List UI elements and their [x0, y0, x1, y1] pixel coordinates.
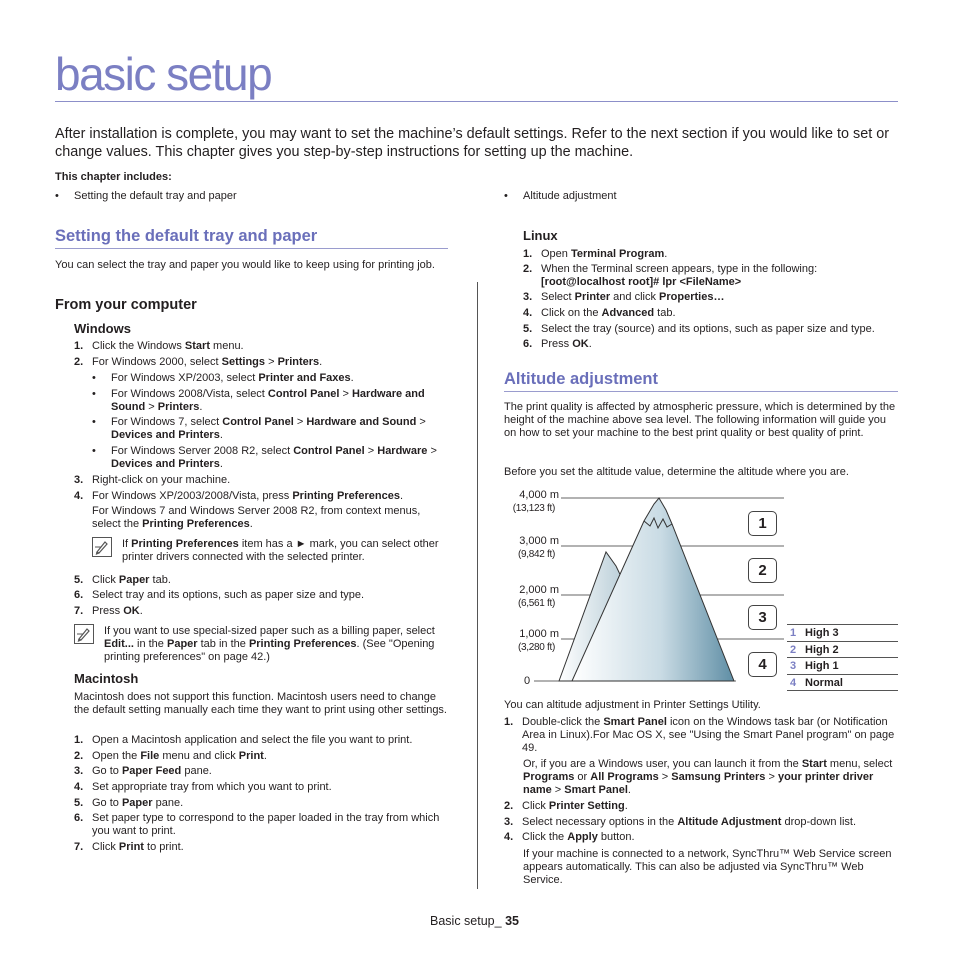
step-text: Open Terminal Program.: [541, 248, 668, 260]
altitude-level-meters: 4,000 m: [519, 489, 559, 501]
step-text: Click Paper tab.: [92, 574, 171, 586]
altitude-level-feet: (9,842 ft): [517, 549, 555, 560]
altitude-zero: 0: [524, 675, 531, 687]
column-separator: [477, 282, 478, 889]
section-divider: [55, 248, 448, 249]
page-title: basic setup: [55, 48, 272, 100]
legend-number: 2: [790, 643, 797, 656]
step-number: 2.: [74, 356, 84, 368]
altitude-level-meters: 3,000 m: [519, 535, 559, 547]
step-number: 5.: [74, 797, 84, 809]
step-text: For Windows XP/2003/2008/Vista, press Printing Preferences.: [92, 490, 403, 502]
altitude-paragraph: The print quality is affected by atmospheric pressure, which is determined by the height of the machine above sea level. The following information will guide you on how to set your machine to the best print quality or best quality of print.: [504, 401, 896, 439]
step-text: For Windows 2000, select Settings > Printers.: [92, 356, 323, 368]
step-number: 3.: [504, 816, 514, 828]
macintosh-intro: Macintosh does not support this function. Macintosh users need to change the default setting manually each time they want to print using other settings.: [74, 691, 447, 716]
legend-row: [787, 641, 898, 657]
altitude-level-meters: 2,000 m: [519, 584, 559, 596]
step-number: 1.: [523, 248, 533, 260]
page-footer: [430, 914, 519, 928]
legend-number: 4: [790, 676, 797, 689]
step-number: 2.: [523, 263, 533, 275]
bullet-text: For Windows 2008/Vista, select Control Panel > Hardware and Sound > Printers.: [111, 388, 425, 413]
step-number: 5.: [523, 323, 533, 335]
step-number: 2.: [504, 800, 514, 812]
step-number: 6.: [74, 812, 84, 824]
step-text: When the Terminal screen appears, type in the following: [root@localhost root]# lpr <FileName>: [541, 263, 818, 288]
step-number: 1.: [74, 734, 84, 746]
note-icon: [92, 537, 112, 557]
step-text: Click Print to print.: [92, 841, 184, 853]
altitude-zone-box: 2: [748, 558, 777, 583]
step-text: Go to Paper pane.: [92, 797, 184, 809]
section-title-altitude: Altitude adjustment: [504, 370, 659, 388]
step-number: 1.: [74, 340, 84, 352]
legend-row: [787, 674, 898, 690]
step-text: Press OK.: [541, 338, 592, 350]
step-number: 3.: [74, 765, 84, 777]
step-text: Go to Paper Feed pane.: [92, 765, 212, 777]
legend-row: [787, 624, 898, 640]
altitude-level-meters: 1,000 m: [519, 628, 559, 640]
step-text: Select the tray (source) and its options, such as paper size and type.: [541, 323, 875, 335]
step-text: Double-click the Smart Panel icon on the Windows task bar (or Notification Area in Linux).For Mac OS X, see "Using the Smart Panel program" on page 49.: [522, 716, 895, 754]
altitude-zone-box: 1: [748, 511, 777, 536]
legend-row: [787, 657, 898, 673]
chapter-includes-label: This chapter includes:: [55, 171, 172, 183]
step-number: 4.: [523, 307, 533, 319]
legend-label: High 1: [805, 660, 839, 672]
page-number: 35: [505, 914, 519, 928]
altitude-zone-box: 3: [748, 605, 777, 630]
legend-number: 3: [790, 660, 797, 672]
note-printing-preferences: If Printing Preferences item has a ► mark, you can select other printer drivers connected with the selected printer.: [122, 538, 439, 563]
altitude-before-text: Before you set the altitude value, determine the altitude where you are.: [504, 466, 849, 478]
step-number: 3.: [523, 291, 533, 303]
step-number: 5.: [74, 574, 84, 586]
step-number: 6.: [523, 338, 533, 350]
bullet-text: For Windows 7, select Control Panel > Hardware and Sound > Devices and Printers.: [111, 416, 426, 441]
step-text: Open the File menu and click Print.: [92, 750, 267, 762]
linux-heading: Linux: [523, 228, 558, 243]
step-number: 7.: [74, 841, 84, 853]
footer-label: Basic setup_: [430, 914, 502, 928]
step-text: Open a Macintosh application and select the file you want to print.: [92, 734, 413, 746]
note-special-paper: If you want to use special-sized paper such as a billing paper, select Edit... in the Paper tab in the Printing Preferences. (See "Opening printing preferences" on page 42.): [104, 625, 435, 663]
from-computer-heading: From your computer: [55, 297, 197, 313]
section-divider: [504, 391, 898, 392]
macintosh-heading: Macintosh: [74, 671, 139, 686]
note-icon: [74, 624, 94, 644]
altitude-level-feet: (3,280 ft): [517, 642, 555, 653]
legend-label: High 3: [805, 627, 839, 639]
legend-number: 1: [790, 627, 797, 639]
title-divider: [55, 101, 898, 102]
step-number: 6.: [74, 589, 84, 601]
step-number: 7.: [74, 605, 84, 617]
step-text: Click Printer Setting.: [522, 800, 628, 812]
after-chart-text: You can altitude adjustment in Printer Settings Utility.: [504, 699, 761, 711]
altitude-zone-box: 4: [748, 652, 777, 677]
step-text: Click the Windows Start menu.: [92, 340, 244, 352]
legend-bottom-rule: [787, 690, 898, 691]
section-title-default-tray: Setting the default tray and paper: [55, 227, 318, 245]
step-text: Press OK.: [92, 605, 143, 617]
step-number: 2.: [74, 750, 84, 762]
step4-extra: For Windows 7 and Windows Server 2008 R2, from context menus, select the Printing Preferences.: [92, 505, 421, 530]
step-text: Select tray and its options, such as paper size and type.: [92, 589, 365, 601]
step-text: Set appropriate tray from which you want to print.: [92, 781, 332, 793]
alt-step4-extra: If your machine is connected to a network, SyncThru™ Web Service screen appears automatically. This can also be adjusted via SyncThru™ Web Service.: [523, 848, 892, 886]
step-number: 3.: [74, 474, 84, 486]
step-number: 4.: [74, 781, 84, 793]
altitude-level-feet: (13,123 ft): [512, 503, 555, 514]
legend-label: High 2: [805, 643, 839, 656]
step-number: 1.: [504, 716, 514, 728]
altitude-level-feet: (6,561 ft): [517, 598, 555, 609]
step-text: Right-click on your machine.: [92, 474, 231, 486]
bullet-text: For Windows Server 2008 R2, select Control Panel > Hardware > Devices and Printers.: [111, 445, 437, 470]
windows-heading: Windows: [74, 321, 131, 336]
step-text: Click on the Advanced tab.: [541, 307, 676, 319]
legend-label: Normal: [805, 676, 843, 689]
step-text: Click the Apply button.: [522, 831, 635, 843]
alt-step1-extra: Or, if you are a Windows user, you can launch it from the Start menu, select Programs or All Programs > Samsung Printers > your printer driver name > Smart Panel.: [523, 758, 893, 796]
step-number: 4.: [504, 831, 514, 843]
step-text: Select Printer and click Properties…: [541, 291, 725, 303]
section-intro: You can select the tray and paper you would like to keep using for printing job.: [55, 259, 435, 271]
step-number: 4.: [74, 490, 84, 502]
step-text: Set paper type to correspond to the paper loaded in the tray from which you want to print.: [92, 812, 440, 837]
intro-paragraph: After installation is complete, you may want to set the machine’s default settings. Refer to the next section if you would like to set or change values. This chapter gives you step-by-step instructions for setting up the machine.: [55, 126, 890, 160]
bullet-text: For Windows XP/2003, select Printer and Faxes.: [111, 372, 354, 384]
step-text: Select necessary options in the Altitude Adjustment drop-down list.: [522, 816, 856, 828]
